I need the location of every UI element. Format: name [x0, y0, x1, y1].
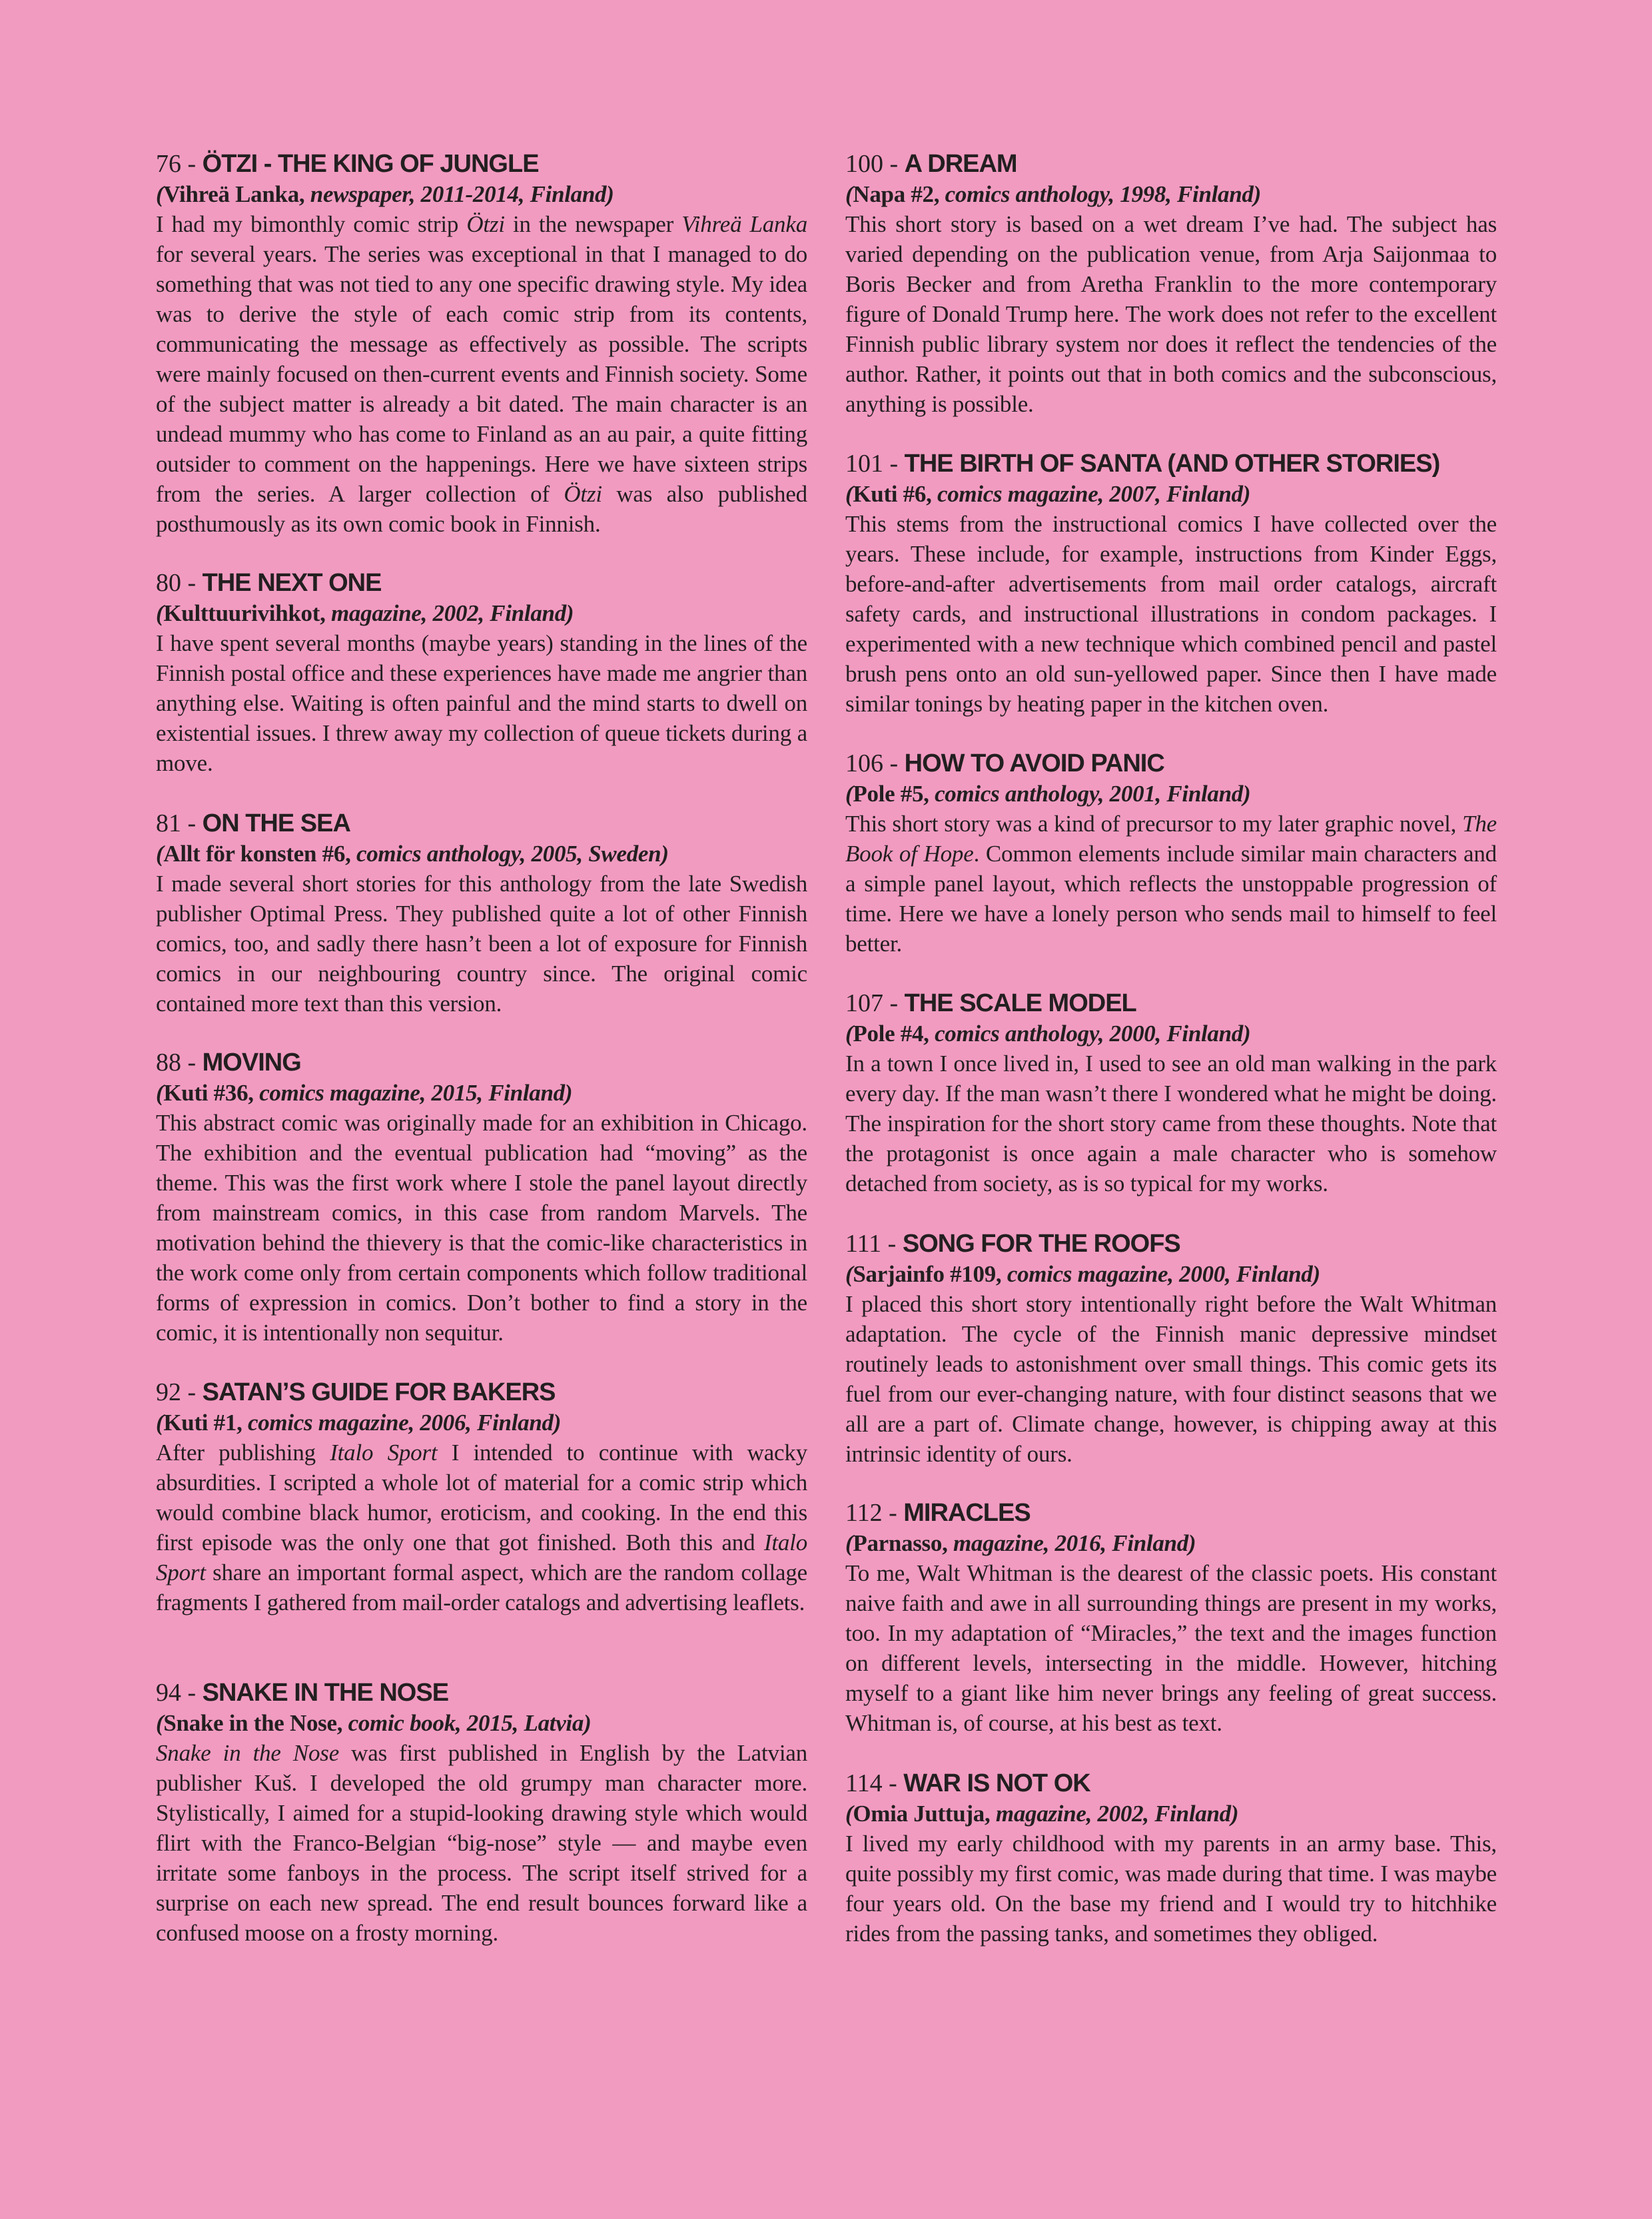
entry-111 [845, 1229, 1497, 1469]
entry-number: 94 - [156, 1679, 203, 1707]
entry-100 [845, 149, 1497, 419]
entry-description [845, 809, 1497, 959]
entry-title: WAR IS NOT OK [903, 1769, 1090, 1797]
entry-heading [156, 1678, 807, 1708]
publication-details: comics magazine, 2007, Finland [937, 481, 1243, 507]
entry-114 [845, 1769, 1497, 1949]
separator: , [298, 181, 310, 207]
publication-name: Napa #2 [853, 181, 934, 207]
entry-source [156, 1078, 807, 1108]
text-run: I have spent several months (maybe years) standing in the lines of the Finnish postal office and these experiences have made me angrier than anything else. Waiting is often painful and the mind starts to dwell on existential issues. I threw away my collection of queue tickets during a move. [156, 630, 807, 776]
publication-name: Snake in the Nose [163, 1710, 337, 1736]
publication-name: Kuti #36 [163, 1080, 248, 1106]
separator: , [236, 1410, 248, 1436]
publication-details: comics anthology, 2001, Finland [935, 781, 1243, 807]
open-paren: ( [156, 841, 164, 867]
entry-title: THE SCALE MODEL [904, 989, 1136, 1017]
open-paren: ( [845, 1261, 853, 1287]
entry-title: SONG FOR THE ROOFS [902, 1230, 1180, 1258]
entry-description [845, 509, 1497, 719]
separator: , [995, 1261, 1007, 1287]
entry-number: 80 - [156, 569, 203, 597]
text-run: After publishing [156, 1440, 330, 1466]
open-paren: ( [845, 481, 853, 507]
separator: , [248, 1080, 260, 1106]
entry-source [845, 179, 1497, 209]
entry-source [845, 1019, 1497, 1049]
italic-title: The Book of Hope [845, 811, 1497, 867]
close-paren: ) [1253, 181, 1261, 207]
entry-description [156, 628, 807, 778]
entry-source [845, 479, 1497, 509]
entry-source [156, 598, 807, 628]
entry-heading [156, 1048, 807, 1078]
publication-name: Vihreä Lanka [163, 181, 299, 207]
publication-name: Kulttuurivihkot [163, 600, 320, 626]
publication-details: comics anthology, 1998, Finland [945, 181, 1254, 207]
entry-heading [156, 568, 807, 598]
close-paren: ) [584, 1710, 592, 1736]
close-paren: ) [1243, 781, 1251, 807]
text-run: I had my bimonthly comic strip [156, 211, 467, 237]
separator: , [942, 1530, 953, 1556]
text-run: This short story is based on a wet dream I’ve had. The subject has varied depending on the publication venue, from Arja Saijonmaa to Boris Becker and from Aretha Franklin to the more contemporary figure of Donald Trump here. The work does not refer to the excellent Finnish public library system nor does it reflect the tendencies of the author. Rather, it points out that in both comics and the subconscious, anything is possible. [845, 211, 1497, 417]
close-paren: ) [1242, 481, 1251, 507]
publication-details: comics anthology, 2005, Sweden [356, 841, 661, 867]
text-run: I lived my early childhood with my parents in an army base. This, quite possibly my first comic, was made during that time. I was maybe four years old. On the base my friend and I would try to hitchhike rides from the passing tanks, and sometimes they obliged. [845, 1831, 1497, 1947]
separator: , [345, 841, 356, 867]
close-paren: ) [606, 181, 614, 207]
entry-description [845, 1289, 1497, 1469]
publication-details: comics magazine, 2015, Finland [259, 1080, 565, 1106]
entry-heading [156, 809, 807, 839]
entry-heading [156, 149, 807, 179]
text-run: . Common elements include similar main characters and a simple panel layout, which reflects the unstoppable progression of time. Here we have a lonely person who sends mail to himself to feel better. [845, 841, 1497, 957]
close-paren: ) [1312, 1261, 1320, 1287]
entry-title: HOW TO AVOID PANIC [904, 749, 1164, 777]
entry-number: 92 - [156, 1378, 203, 1406]
entry-94 [156, 1678, 807, 1948]
entry-81 [156, 809, 807, 1019]
open-paren: ( [156, 1080, 164, 1106]
open-paren: ( [845, 181, 853, 207]
publication-details: comics anthology, 2000, Finland [935, 1021, 1243, 1047]
entry-title: ON THE SEA [202, 809, 350, 837]
publication-name: Sarjainfo #109 [853, 1261, 996, 1287]
text-run: This abstract comic was originally made for an exhibition in Chicago. The exhibition and the eventual publication had “moving” as the theme. This was the first work where I stole the panel layout directly from mainstream comics, in this case from random Marvels. The motivation behind the thievery is that the comic-like characteristics in the work come only from certain components which follow traditional forms of expression in comics. Don’t bother to find a story in the comic, it is intentionally non sequitur. [156, 1110, 807, 1346]
close-paren: ) [661, 841, 669, 867]
entry-source [845, 1259, 1497, 1289]
publication-name: Allt för konsten #6 [163, 841, 346, 867]
entry-description [156, 1108, 807, 1348]
italic-title: Ötzi [466, 211, 505, 237]
italic-title: Vihreä Lanka [681, 211, 807, 237]
entry-source [156, 179, 807, 209]
publication-name: Pole #4 [853, 1021, 924, 1047]
italic-title: Italo Sport [330, 1440, 438, 1466]
publication-details: newspaper, 2011-2014, Finland [310, 181, 607, 207]
entry-source [845, 1528, 1497, 1558]
separator: , [926, 481, 937, 507]
close-paren: ) [553, 1410, 562, 1436]
close-paren: ) [1230, 1801, 1239, 1827]
entry-heading [845, 1498, 1497, 1528]
entry-source [845, 1799, 1497, 1829]
entry-source [156, 839, 807, 869]
open-paren: ( [156, 600, 164, 626]
entry-107 [845, 989, 1497, 1198]
open-paren: ( [845, 1021, 853, 1047]
close-paren: ) [1243, 1021, 1251, 1047]
entry-number: 114 - [845, 1769, 904, 1797]
text-run: was first published in English by the Latvian publisher Kuš. I developed the old grumpy man character more. Stylistically, I aimed for a stupid-looking drawing style which would flirt with the Franco-Belgian “big-nose” style — and maybe even irritate some fanboys in the process. The script itself strived for a surprise on each new spread. The end result bounces forward like a confused moose on a frosty morning. [156, 1740, 808, 1946]
entry-number: 81 - [156, 809, 203, 837]
entry-76 [156, 149, 807, 539]
entry-description [845, 1829, 1497, 1949]
text-run: This stems from the instructional comics I have collected over the years. These include, for example, instructions from Kinder Eggs, before-and-after advertisements from mail order catalogs, aircraft safety cards, and instructional illustrations in condom packages. I experimented with a new technique which combined pencil and pastel brush pens onto an old sun-yellowed paper. Since then I have made similar tonings by heating paper in the kitchen oven. [845, 511, 1497, 717]
entry-description [845, 1049, 1497, 1198]
open-paren: ( [156, 1410, 164, 1436]
entry-description [845, 209, 1497, 419]
open-paren: ( [845, 1530, 853, 1556]
entry-number: 100 - [845, 150, 905, 178]
open-paren: ( [156, 1710, 164, 1736]
text-run: I intended to continue with wacky absurdities. I scripted a whole lot of material for a comic strip which would combine black humor, eroticism, and cooking. In the end this first episode was the only one that got finished. Both this and [156, 1440, 807, 1555]
entry-number: 107 - [845, 989, 905, 1017]
entry-description [156, 1438, 807, 1617]
entry-number: 101 - [845, 450, 905, 478]
entry-description [156, 869, 807, 1019]
separator: , [923, 781, 935, 807]
separator: , [933, 181, 945, 207]
text-run: This short story was a kind of precursor to my later graphic novel, [845, 811, 1463, 837]
entry-101 [845, 449, 1497, 719]
close-paren: ) [564, 1080, 573, 1106]
publication-details: magazine, 2016, Finland [953, 1530, 1188, 1556]
open-paren: ( [845, 1801, 853, 1827]
entry-heading [845, 1769, 1497, 1799]
open-paren: ( [845, 781, 853, 807]
entry-title: ÖTZI - THE KING OF JUNGLE [202, 150, 539, 178]
entry-source [156, 1408, 807, 1438]
publication-name: Kuti #1 [163, 1410, 237, 1436]
entry-number: 106 - [845, 749, 905, 777]
italic-title: Italo Sport [156, 1530, 807, 1585]
entry-source [845, 779, 1497, 809]
entry-title: A DREAM [904, 150, 1017, 178]
entry-title: MIRACLES [903, 1499, 1031, 1527]
entry-heading [845, 1229, 1497, 1259]
text-run: for several years. The series was exceptional in that I managed to do something that was not tied to any one specific drawing style. My idea was to derive the style of each comic strip from its contents, communicating the message as effectively as possible. The scripts were mainly focused on then-current events and Finnish society. Some of the subject matter is already a bit dated. The main character is an undead mummy who has come to Finland as an au pair, a quite fitting outsider to comment on the happenings. Here we have sixteen strips from the series. A larger collection of [156, 241, 807, 507]
publication-details: comics magazine, 2006, Finland [248, 1410, 554, 1436]
entry-description [845, 1558, 1497, 1738]
entry-112 [845, 1498, 1497, 1738]
entry-heading [845, 749, 1497, 779]
entry-number: 76 - [156, 150, 203, 178]
entry-number: 111 - [845, 1230, 903, 1258]
text-run: was also published posthumously as its own comic book in Finnish. [156, 481, 807, 537]
text-run: In a town I once lived in, I used to see an old man walking in the park every day. If the man wasn’t there I wondered what he might be doing. The inspiration for the short story came from these thoughts. Note that the protagonist is once again a male character who is somehow detached from society, as is so typical for my works. [845, 1051, 1497, 1196]
entry-92 [156, 1378, 807, 1617]
entry-title: THE BIRTH OF SANTA (AND OTHER STORIES) [904, 450, 1440, 478]
separator: , [320, 600, 331, 626]
publication-name: Parnasso [853, 1530, 943, 1556]
text-run: in the newspaper [504, 211, 682, 237]
publication-name: Pole #5 [853, 781, 924, 807]
entry-88 [156, 1048, 807, 1348]
entry-title: SNAKE IN THE NOSE [202, 1679, 449, 1707]
separator: , [923, 1021, 935, 1047]
entry-80 [156, 568, 807, 778]
entry-heading [845, 149, 1497, 179]
publication-details: comics magazine, 2000, Finland [1007, 1261, 1313, 1287]
entry-106 [845, 749, 1497, 959]
separator: , [336, 1710, 348, 1736]
entry-source [156, 1708, 807, 1738]
entry-description [156, 209, 807, 539]
publication-details: comic book, 2015, Latvia [348, 1710, 584, 1736]
publication-details: magazine, 2002, Finland [331, 600, 566, 626]
entry-number: 88 - [156, 1049, 203, 1077]
entry-title: THE NEXT ONE [202, 569, 382, 597]
text-run: I placed this short story intentionally right before the Walt Whitman adaptation. The cycle of the Finnish manic depressive mindset routinely leads to astonishment over small things. This comic gets its fuel from our ever-changing nature, with four distinct seasons that we all are a part of. Climate change, however, is chipping away at this intrinsic identity of ours. [845, 1291, 1497, 1467]
italic-title: Snake in the Nose [156, 1740, 340, 1766]
text-run: To me, Walt Whitman is the dearest of the classic poets. His constant naive faith and awe in all surrounding things are present in my works, too. In my adaptation of “Miracles,” the text and the images function on different levels, intersecting in the middle. However, hitching myself to a giant like him never brings any feeling of great success. Whitman is, of course, at his best as text. [845, 1560, 1497, 1736]
entry-heading [845, 449, 1497, 479]
entry-description [156, 1738, 807, 1948]
publication-details: magazine, 2002, Finland [995, 1801, 1231, 1827]
close-paren: ) [1188, 1530, 1196, 1556]
entry-heading [156, 1378, 807, 1408]
text-run: share an important formal aspect, which are the random collage fragments I gathered from mail-order catalogs and advertising leaflets. [156, 1559, 807, 1615]
entry-heading [845, 989, 1497, 1019]
entry-title: MOVING [202, 1049, 301, 1077]
close-paren: ) [566, 600, 574, 626]
italic-title: Ötzi [564, 481, 602, 507]
separator: , [985, 1801, 996, 1827]
entry-title: SATAN’S GUIDE FOR BAKERS [202, 1378, 556, 1406]
open-paren: ( [156, 181, 164, 207]
text-run: I made several short stories for this anthology from the late Swedish publisher Optimal Press. They published quite a lot of other Finnish comics, too, and sadly there hasn’t been a lot of exposure for Finnish comics in our neighbouring country since. The original comic contained more text than this version. [156, 871, 807, 1017]
entry-number: 112 - [845, 1499, 904, 1527]
publication-name: Kuti #6 [853, 481, 927, 507]
publication-name: Omia Juttuja [853, 1801, 985, 1827]
